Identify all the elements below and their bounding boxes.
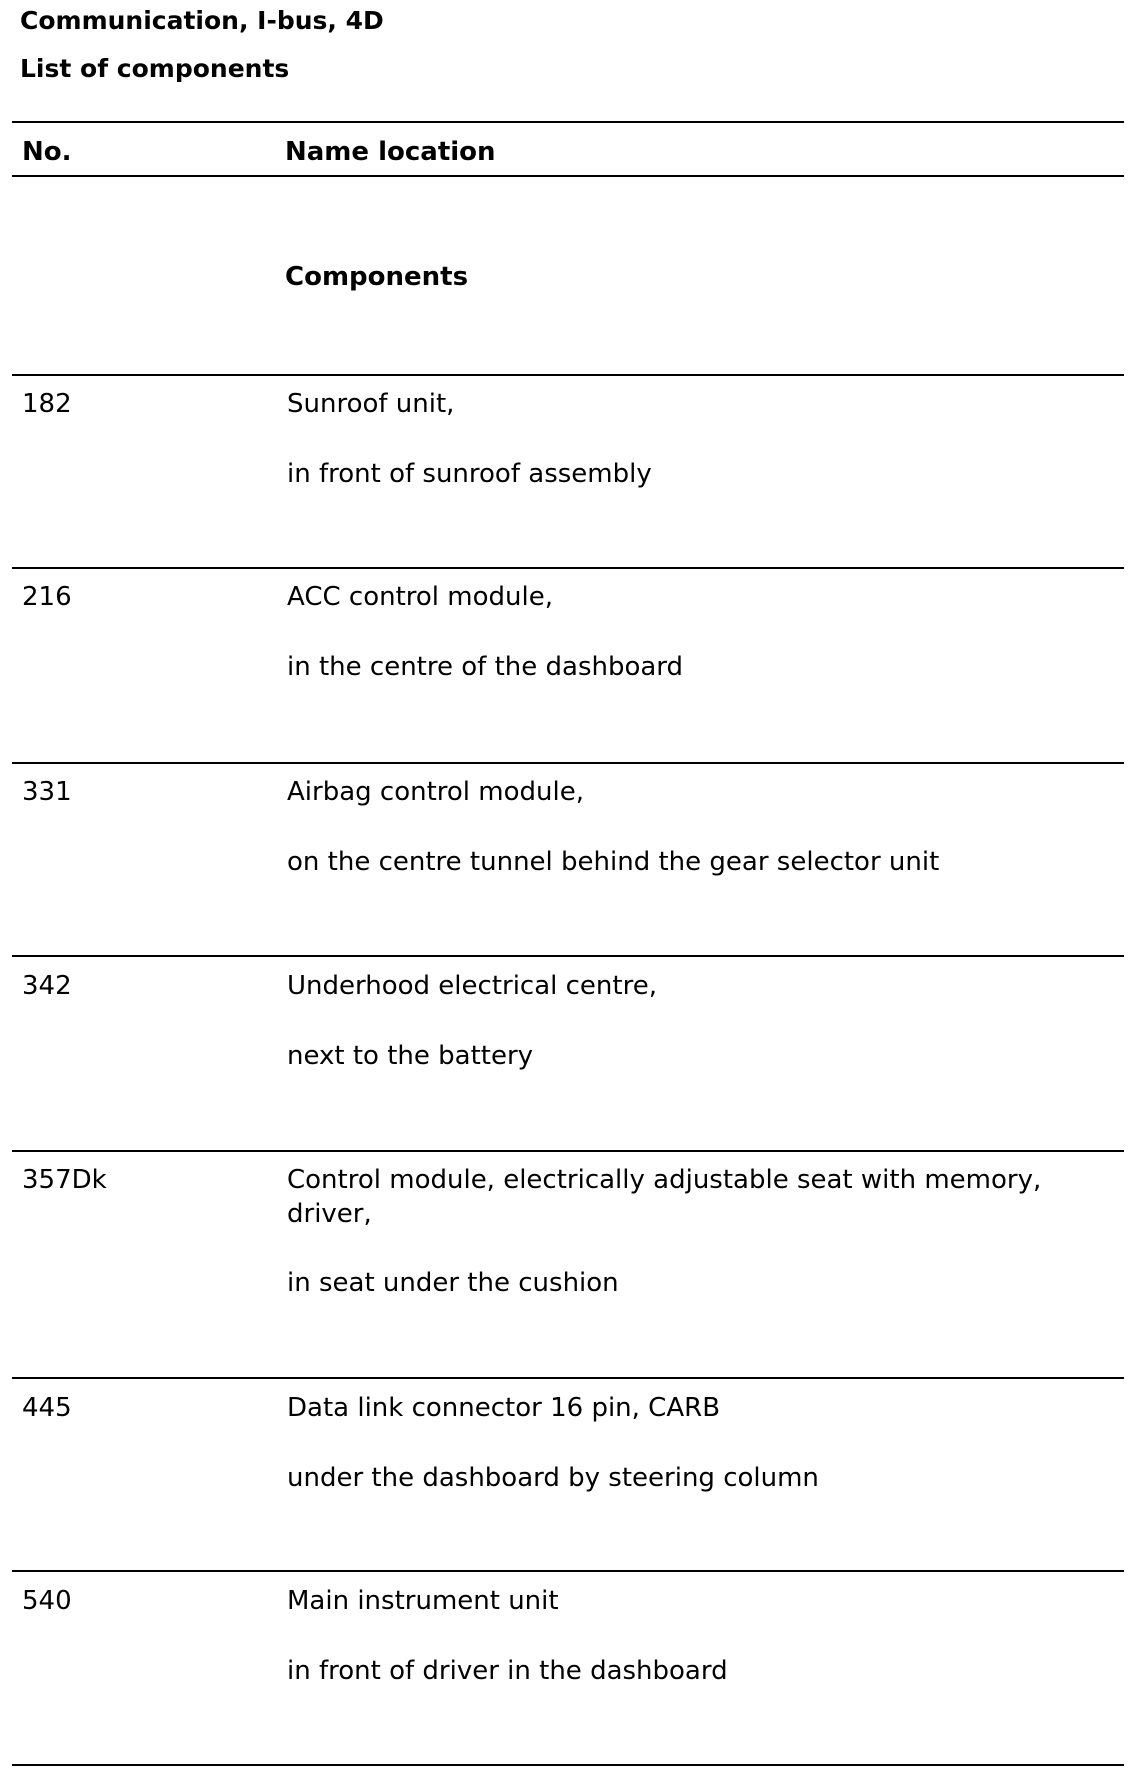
component-name: Control module, electrically adjustable seat with memory, driver, [287, 1165, 1042, 1229]
component-location: next to the battery [287, 1041, 534, 1071]
component-name: Underhood electrical centre, [287, 971, 657, 1001]
component-number: 182 [22, 389, 72, 419]
component-name: Data link connector 16 pin, CARB [287, 1393, 721, 1423]
component-location: under the dashboard by steering column [287, 1463, 819, 1493]
component-location: in front of driver in the dashboard [287, 1656, 728, 1686]
row-divider [12, 1150, 1124, 1152]
row-divider [12, 955, 1124, 957]
component-name: ACC control module, [287, 582, 553, 612]
row-divider [12, 374, 1124, 376]
component-number: 445 [22, 1393, 72, 1423]
component-number: 216 [22, 582, 72, 612]
document-subtitle: List of components [20, 54, 290, 83]
table-top-rule [12, 121, 1124, 123]
component-location: on the centre tunnel behind the gear selector unit [287, 847, 940, 877]
document-title: Communication, I-bus, 4D [20, 6, 384, 35]
component-location: in the centre of the dashboard [287, 652, 684, 682]
section-label-components: Components [285, 262, 469, 292]
component-number: 342 [22, 971, 72, 1001]
row-divider [12, 1377, 1124, 1379]
component-location: in seat under the cushion [287, 1268, 619, 1298]
row-divider [12, 762, 1124, 764]
header-bottom-rule [12, 175, 1124, 177]
component-number: 331 [22, 777, 72, 807]
component-name: Airbag control module, [287, 777, 584, 807]
component-number: 357Dk [22, 1165, 107, 1195]
component-name: Main instrument unit [287, 1586, 559, 1616]
row-divider [12, 567, 1124, 569]
table-bottom-rule [12, 1764, 1124, 1766]
component-location: in front of sunroof assembly [287, 459, 652, 489]
column-header-name-location: Name location [285, 137, 496, 167]
column-header-no: No. [22, 137, 72, 167]
row-divider [12, 1570, 1124, 1572]
component-name: Sunroof unit, [287, 389, 455, 419]
component-number: 540 [22, 1586, 72, 1616]
